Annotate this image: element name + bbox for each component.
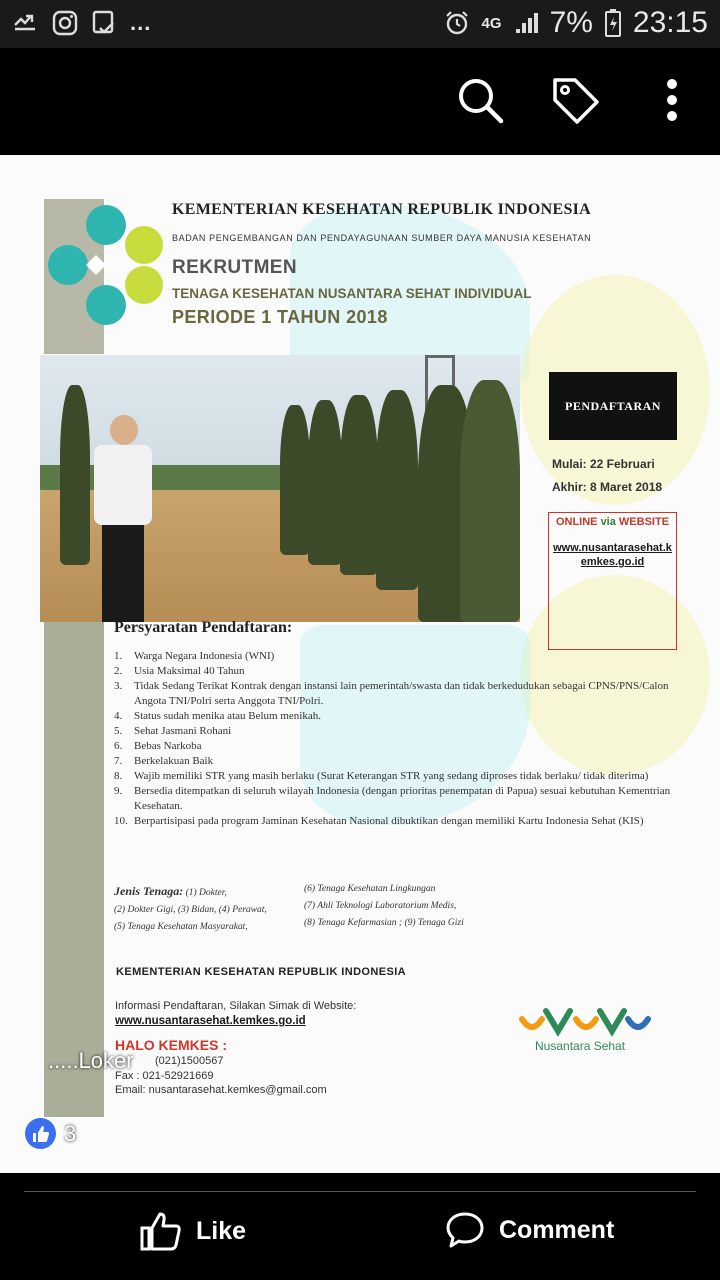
status-bar	[0, 0, 720, 48]
like-reaction-icon	[25, 1118, 56, 1149]
date-start: Mulai: 22 Februari	[552, 457, 655, 471]
recruitment-poster	[0, 155, 720, 1173]
divider	[24, 1191, 696, 1192]
search-button[interactable]	[450, 70, 510, 130]
comment-icon	[445, 1211, 485, 1249]
jenis-4: (6) Tenaga Kesehatan Lingkungan	[304, 884, 436, 894]
requirement-text: Berpartisipasi pada program Jaminan Kesehatan Nasional dibuktikan dengan memiliki Kartu Indonesia Sehat (KIS)	[134, 815, 644, 827]
poster-subtitle: TENAGA KESEHATAN NUSANTARA SEHAT INDIVIDUAL	[172, 286, 532, 301]
more-notifications: ...	[130, 10, 152, 35]
requirement-item	[114, 769, 674, 784]
phone: (021)1500567	[155, 1055, 224, 1067]
requirement-number: 2.	[114, 665, 123, 677]
action-bar	[0, 1173, 720, 1280]
poster-title: REKRUTMEN	[172, 257, 297, 278]
poster-photo	[40, 355, 520, 622]
requirement-number: 3.	[114, 680, 123, 692]
tag-icon	[549, 74, 601, 126]
soldier-row-3	[340, 395, 378, 575]
registration-dates	[552, 453, 662, 499]
soldier-row-4	[376, 390, 418, 590]
jenis-6: (8) Tenaga Kefarmasian ; (9) Tenaga Gizi	[304, 918, 464, 928]
search-icon	[456, 76, 504, 124]
signal-icon	[514, 11, 538, 35]
fax: Fax : 021-52921669	[115, 1069, 214, 1082]
photo-area[interactable]	[0, 155, 720, 1173]
like-label: Like	[196, 1216, 247, 1245]
reaction-count: 3	[64, 1120, 77, 1146]
requirement-item	[114, 784, 674, 814]
battery-percent: 7%	[549, 6, 593, 39]
checklist-icon	[92, 10, 116, 36]
requirement-number: 4.	[114, 710, 123, 722]
halo-kemkes: HALO KEMKES :	[115, 1037, 227, 1053]
requirement-text: Berkelakuan Baik	[134, 755, 214, 767]
requirement-item	[114, 814, 674, 829]
requirement-text: Usia Maksimal 40 Tahun	[134, 665, 245, 677]
nusantara-sehat-label: Nusantara Sehat	[535, 1039, 626, 1053]
requirement-item	[114, 754, 674, 769]
requirement-text: Bebas Narkoba	[134, 740, 202, 752]
ministry-footer: KEMENTERIAN KESEHATAN REPUBLIK INDONESIA	[116, 966, 406, 978]
requirement-item	[114, 739, 674, 754]
jenis-tenaga-right	[304, 881, 464, 932]
requirement-text: Warga Negara Indonesia (WNI)	[134, 650, 275, 662]
kemenkes-logo	[44, 199, 168, 333]
requirement-item	[114, 649, 674, 664]
alarm-icon	[444, 10, 470, 36]
jenis-label: Jenis Tenaga:	[114, 884, 184, 898]
woman-figure	[88, 415, 158, 622]
poster-ministry: KEMENTERIAN KESEHATAN REPUBLIK INDONESIA	[172, 201, 592, 218]
jenis-3: (5) Tenaga Kesehatan Masyarakat,	[114, 922, 248, 932]
poster-period: PERIODE 1 TAHUN 2018	[172, 307, 388, 327]
requirement-number: 10.	[114, 815, 128, 827]
status-icons-left	[12, 10, 151, 36]
post-caption[interactable]: .....Loker	[48, 1048, 134, 1073]
comment-label: Comment	[499, 1215, 615, 1244]
requirements-title: Persyaratan Pendaftaran:	[114, 619, 293, 636]
online-box	[548, 512, 677, 650]
info-text: Informasi Pendaftaran, Silakan Simak di Website:	[115, 1000, 357, 1012]
contact-info	[115, 1054, 327, 1098]
requirement-number: 9.	[114, 785, 123, 797]
tag-button[interactable]	[545, 70, 605, 130]
registration-label: PENDAFTARAN	[549, 372, 677, 440]
requirement-text: Sehat Jasmani Rohani	[134, 725, 232, 737]
jenis-tenaga-left	[114, 883, 267, 936]
requirement-item	[114, 709, 674, 724]
requirement-item	[114, 724, 674, 739]
jenis-5: (7) Ahli Teknologi Laboratorium Medis,	[304, 901, 457, 911]
like-button[interactable]	[140, 1211, 246, 1251]
requirement-number: 5.	[114, 725, 123, 737]
info-url: www.nusantarasehat.kemkes.go.id	[115, 1015, 306, 1027]
requirement-number: 6.	[114, 740, 123, 752]
upload-icon	[12, 11, 38, 35]
more-vert-icon	[665, 78, 679, 122]
soldier-left	[60, 385, 90, 565]
soldier-row-1	[280, 405, 310, 555]
requirement-text: Bersedia ditempatkan di seluruh wilayah Indonesia (dengan prioritas penempatan di Papua) sesuai kebutuhan Kementrian Kesehatan.	[134, 785, 671, 812]
requirement-text: Status sudah menika atau Belum menikah.	[134, 710, 321, 722]
requirement-item	[114, 664, 674, 679]
jenis-2: (2) Dokter Gigi, (3) Bidan, (4) Perawat,	[114, 905, 267, 915]
requirement-text: Tidak Sedang Terikat Kontrak dengan instansi lain pemerintah/swasta dan tidak berkedudukan sebagai CPNS/PNS/Calon Angota TNI/Polri serta Anggota TNI/Polri.	[134, 680, 669, 707]
instagram-icon	[52, 10, 78, 36]
requirement-number: 8.	[114, 770, 123, 782]
requirements-list	[114, 649, 674, 829]
comment-button[interactable]	[445, 1211, 614, 1249]
side-strip-bottom	[44, 620, 104, 1117]
requirement-item	[114, 679, 674, 709]
soldier-front	[460, 380, 520, 622]
date-end: Akhir: 8 Maret 2018	[552, 480, 663, 494]
requirement-number: 1.	[114, 650, 123, 662]
poster-agency: BADAN PENGEMBANGAN DAN PENDAYAGUNAAN SUMBER DAYA MANUSIA KESEHATAN	[172, 233, 592, 243]
battery-icon	[605, 9, 621, 37]
requirement-number: 7.	[114, 755, 123, 767]
online-title: ONLINE via WEBSITE	[555, 516, 670, 528]
requirement-text: Wajib memiliki STR yang masih berlaku (Surat Keterangan STR yang sedang diproses tidak berlaku/ tidak diterima)	[134, 770, 649, 782]
jenis-1: (1) Dokter,	[185, 888, 227, 898]
status-icons-right	[444, 6, 708, 40]
soldier-row-2	[308, 400, 342, 565]
network-type: 4G	[481, 14, 502, 32]
clock: 23:15	[632, 6, 708, 39]
like-icon	[140, 1211, 182, 1251]
photo-viewer-toolbar	[0, 48, 720, 154]
online-url: www.nusantarasehat.kemkes.go.id	[553, 542, 672, 568]
reactions[interactable]	[25, 1118, 76, 1149]
email: Email: nusantarasehat.kemkes@gmail.com	[115, 1084, 327, 1096]
more-options-button[interactable]	[642, 70, 702, 130]
